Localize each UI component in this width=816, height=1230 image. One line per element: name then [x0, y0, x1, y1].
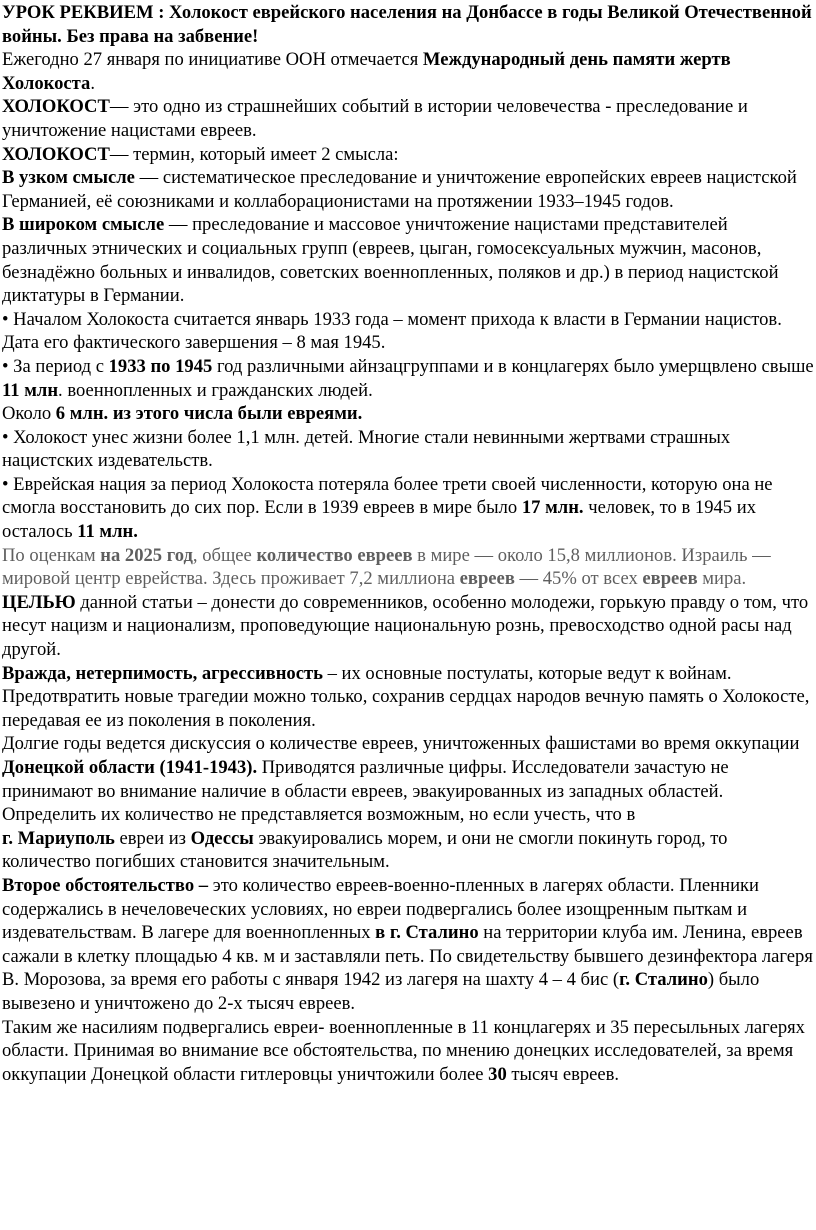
paragraph: [2, 662, 814, 733]
text-run: Ежегодно 27 января по инициативе ООН отмечается: [2, 49, 423, 71]
paragraph: [2, 1, 814, 48]
paragraph: [2, 827, 814, 874]
bold-text: 11 млн: [2, 379, 59, 401]
text-run: — преследование и массовое уничтожение нацистами представителей различных этнических и социальных групп (евреев, цыган, гомосексуальных мужчин, масонов, безнадёжно больных и инвалидов, советских военнопленных, поляков и др.) в период нацистской диктатуры в Германии.: [2, 214, 779, 307]
bold-text: 30: [488, 1063, 507, 1085]
text-run: — 45% от всех: [514, 568, 643, 590]
bold-text: ХОЛОКОСТ: [2, 96, 110, 118]
bold-text: В узком смысле: [2, 167, 135, 189]
paragraph: [2, 48, 814, 95]
bold-text: 1933 по 1945: [108, 355, 213, 377]
text-run: ) было вывезено и уничтожено до 2-х тысяч евреев.: [2, 969, 760, 1014]
paragraph: [2, 732, 814, 826]
paragraph: [2, 473, 814, 544]
text-run: в мире — около 15,8 миллионов. Израиль — мировой центр еврейства. Здесь проживает 7,2 миллиона: [2, 544, 771, 590]
text-run: человек, то в 1945 их осталось: [2, 497, 756, 543]
text-run: — термин, который имеет 2 смысла:: [109, 143, 399, 165]
bold-text: Международный день памяти жертв Холокоста: [2, 49, 731, 94]
paragraph: [2, 544, 814, 591]
text-run: • Еврейская нация за период Холокоста потеряла более трети своей численности, которую она не смогла восстановить до сих пор. Если в 1939 евреев в мире было: [2, 473, 773, 519]
text-run: мира.: [697, 568, 747, 590]
text-run: на территории клуба им. Ленина, евреев сажали в клетку площадью 4 кв. м и заставляли петь. По свидетельству бывшего дезинфектора лагеря В. Морозова, за время его работы с января 1942 из лагеря на шахту 4 – 4 бис (: [2, 922, 813, 991]
paragraph: [2, 426, 814, 473]
bold-text: евреев: [459, 568, 515, 590]
paragraph: [2, 874, 814, 1016]
bold-text: В широком смысле: [2, 214, 165, 236]
paragraph: [2, 95, 814, 142]
text-run: , общее: [192, 544, 257, 566]
text-run: • Началом Холокоста считается январь 1933 года – момент прихода к власти в Германии нацистов. Дата его фактического завершения – 8 мая 1945.: [2, 308, 782, 354]
bold-text: Вражда, нетерпимость, агрессивность: [2, 662, 323, 684]
text-run: Долгие годы ведется дискуссия о количестве евреев, уничтоженных фашистами во время оккупации: [2, 733, 800, 755]
text-run: эвакуировались морем, и они не смогли покинуть город, то количество погибших становится значительным.: [2, 827, 728, 873]
bold-text: Донецкой области (1941-1943).: [2, 757, 258, 778]
paragraph: [2, 308, 814, 355]
bold-text: евреев: [642, 568, 698, 590]
text-run: это количество евреев-военно-пленных в лагерях области. Пленники содержались в нечеловеческих условиях, но евреи подвергались более изощренным пыткам и издевательствам. В лагере для военнопленных: [2, 874, 760, 944]
paragraph: [2, 1016, 814, 1087]
text-run: Таким же насилиям подвергались евреи- военнопленные в 11 концлагерях и 35 пересыльных лагерях области. Принимая во внимание все обстоятельства, по мнению донецких исследователей, за время оккупации Донецкой области гитлеровцы уничтожили более: [2, 1016, 805, 1085]
text-run: – их основные постулаты, которые ведут к войнам. Предотвратить новые трагедии можно только, сохранив сердцах народов вечную память о Холокосте, передавая ее из поколения в поколения.: [2, 662, 810, 731]
paragraph: [2, 213, 814, 307]
bold-text: ЦЕЛЬЮ: [2, 591, 76, 613]
bold-text: количество евреев: [256, 544, 413, 566]
text-run: — это одно из страшнейших событий в истории человечества - преследование и уничтожение нацистами евреев.: [2, 96, 748, 141]
text-run: .: [90, 72, 95, 94]
text-run: евреи из: [114, 827, 191, 849]
text-run: Приводятся различные цифры. Исследователи зачастую не принимают во внимание наличие в области евреев, эвакуированных из западных областей. Определить их количество не представляется возможным, но если учесть, что в: [2, 757, 729, 826]
bold-text: Второе обстоятельство –: [2, 874, 209, 896]
text-run: тысяч евреев.: [506, 1063, 620, 1085]
bold-text: ХОЛОКОСТ: [2, 143, 110, 165]
bold-text: на 2025 год: [100, 544, 193, 566]
text-run: • За период с: [2, 355, 109, 377]
text-run: По оценкам: [2, 544, 101, 566]
paragraph: [2, 143, 814, 167]
paragraph: [2, 355, 814, 402]
text-run: • Холокост унес жизни более 1,1 млн. детей. Многие стали невинными жертвами страшных нацистских издевательств.: [2, 426, 731, 472]
text-run: год различными айнзацгруппами и в концлагерях было умерщвлено свыше: [212, 355, 814, 377]
bold-text: г. Мариуполь: [2, 827, 115, 849]
bold-text: г. Сталино: [619, 969, 708, 991]
bold-text: 17 млн.: [521, 497, 584, 519]
text-run: Около: [2, 403, 56, 425]
bold-text: 11 млн.: [77, 521, 138, 543]
bold-text: 6 млн. из этого числа были евреями.: [55, 403, 363, 425]
text-run: . военнопленных и гражданских людей.: [58, 379, 373, 401]
paragraph: [2, 591, 814, 662]
text-run: данной статьи – донести до современников, особенно молодежи, горькую правду о том, что несут нацизм и национализм, проповедующие национальную рознь, превосходство одной расы над другой.: [2, 591, 809, 661]
paragraph: [2, 166, 814, 213]
bold-text: УРОК РЕКВИЕМ : Холокост еврейского населения на Донбассе в годы Великой Отечественной войны. Без права на забвение!: [2, 2, 812, 47]
text-run: — систематическое преследование и уничтожение европейских евреев нацистской Германией, её союзниками и коллаборационистами на протяжении 1933–1945 годов.: [2, 167, 797, 212]
paragraph: [2, 402, 814, 426]
bold-text: Одессы: [190, 827, 254, 849]
bold-text: в г. Сталино: [375, 922, 479, 944]
